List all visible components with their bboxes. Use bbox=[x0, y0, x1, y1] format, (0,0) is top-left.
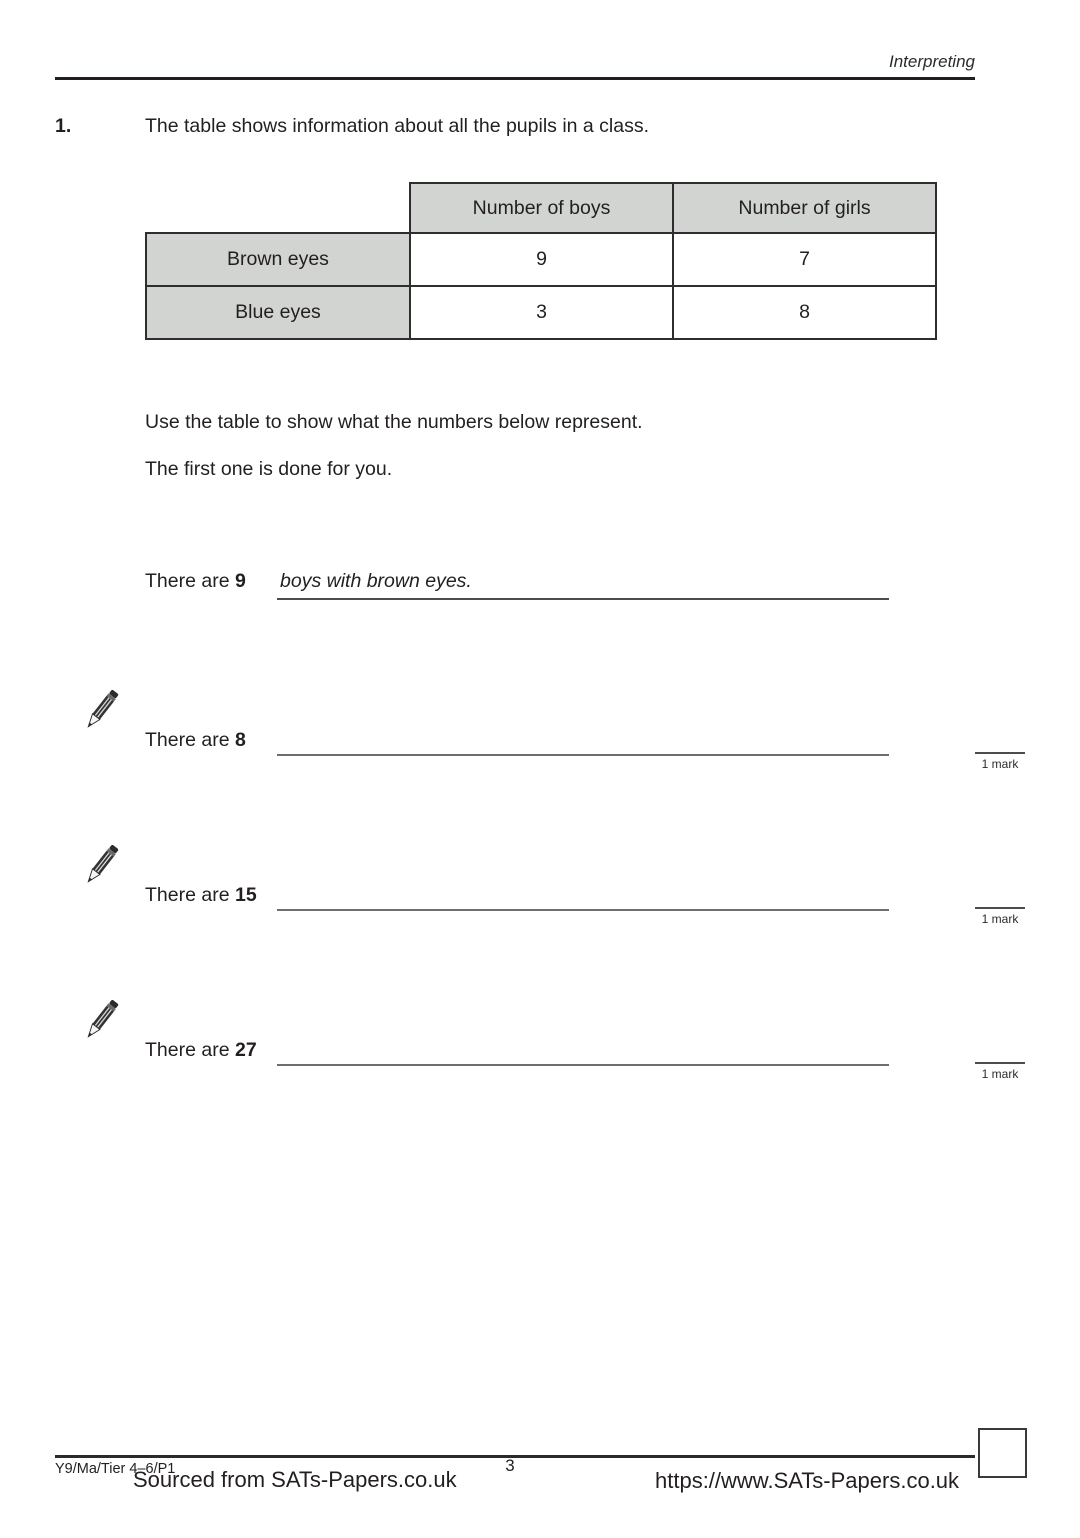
row-label-brown-eyes: Brown eyes bbox=[146, 233, 410, 286]
cell-brown-girls: 7 bbox=[673, 233, 936, 286]
answer-prefix: There are bbox=[145, 1039, 230, 1061]
pencil-icon bbox=[88, 994, 134, 1048]
page-number: 3 bbox=[505, 1456, 515, 1475]
mark-rule bbox=[975, 1062, 1025, 1064]
table-header-row bbox=[146, 183, 936, 233]
paper-reference: Y9/Ma/Tier 4–6/P1 bbox=[55, 1461, 176, 1477]
mark-label: 1 mark bbox=[981, 757, 1019, 771]
question-text: The table shows information about all the pupils in a class. bbox=[145, 115, 650, 137]
pupils-table bbox=[145, 182, 937, 340]
answer-stem-27 bbox=[145, 1039, 257, 1062]
mark-label: 1 mark bbox=[981, 1067, 1019, 1081]
pencil-icon bbox=[88, 839, 134, 893]
example-stem bbox=[145, 570, 246, 593]
instruction-line-1: Use the table to show what the numbers below represent. bbox=[145, 411, 643, 433]
answer-stem-15 bbox=[145, 884, 257, 907]
column-header-boys: Number of boys bbox=[410, 183, 673, 233]
answer-prefix: There are bbox=[145, 884, 230, 906]
section-label: Interpreting bbox=[889, 52, 975, 71]
score-box bbox=[978, 1428, 1027, 1478]
example-answer-line bbox=[277, 598, 889, 600]
answer-number: 15 bbox=[234, 884, 257, 906]
mark-label: 1 mark bbox=[981, 912, 1019, 926]
example-number: 9 bbox=[234, 570, 246, 592]
example-answer-text: boys with brown eyes. bbox=[280, 570, 472, 592]
instruction-line-2: The first one is done for you. bbox=[145, 458, 393, 480]
answer-number: 27 bbox=[234, 1039, 257, 1061]
answer-prefix: There are bbox=[145, 729, 230, 751]
cell-blue-boys: 3 bbox=[410, 286, 673, 339]
answer-line-8[interactable] bbox=[277, 754, 889, 756]
answer-line-15[interactable] bbox=[277, 909, 889, 911]
cell-brown-boys: 9 bbox=[410, 233, 673, 286]
example-prefix: There are bbox=[145, 570, 230, 592]
mark-rule bbox=[975, 907, 1025, 909]
question-number: 1. bbox=[55, 115, 72, 137]
cell-blue-girls: 8 bbox=[673, 286, 936, 339]
answer-number: 8 bbox=[234, 729, 246, 751]
table-row bbox=[146, 286, 936, 339]
row-label-blue-eyes: Blue eyes bbox=[146, 286, 410, 339]
mark-rule bbox=[975, 752, 1025, 754]
answer-line-27[interactable] bbox=[277, 1064, 889, 1066]
answer-stem-8 bbox=[145, 729, 246, 752]
column-header-girls: Number of girls bbox=[673, 183, 936, 233]
table-row bbox=[146, 233, 936, 286]
table-corner-cell bbox=[146, 183, 410, 233]
sourced-from-text: Sourced from SATs-Papers.co.uk bbox=[133, 1467, 457, 1492]
pencil-icon bbox=[88, 684, 134, 738]
footer-url-link[interactable]: https://www.SATs-Papers.co.uk bbox=[655, 1468, 960, 1493]
header-rule bbox=[55, 77, 975, 80]
